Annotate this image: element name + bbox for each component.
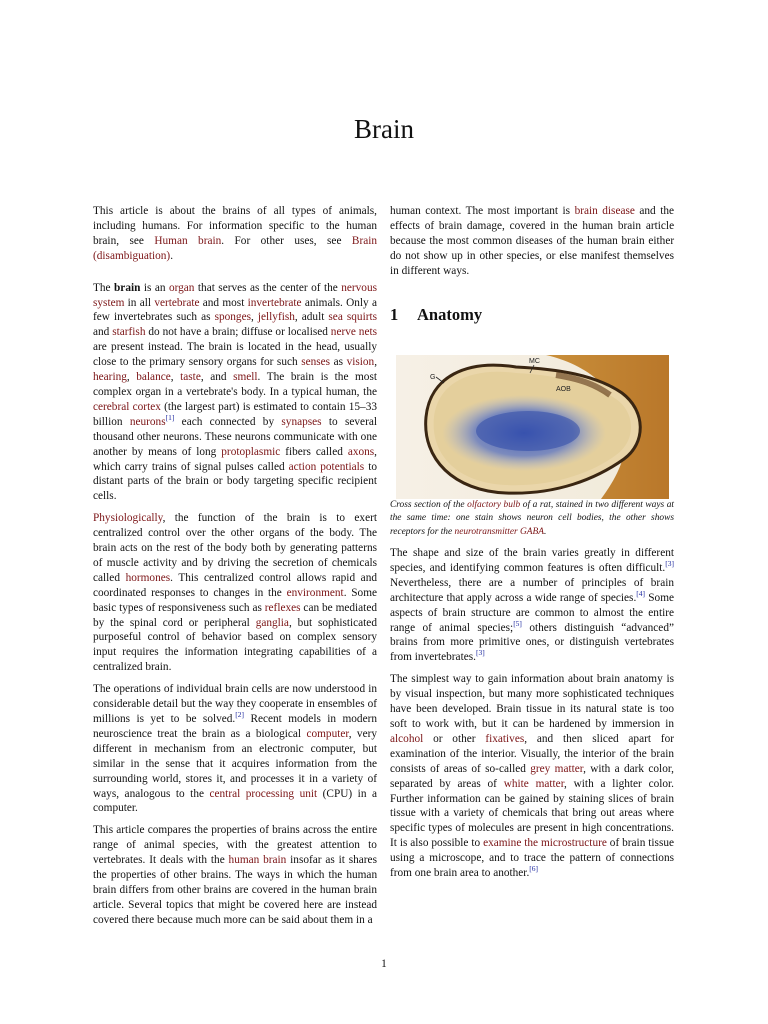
link-senses[interactable]: senses [301, 356, 331, 369]
paragraph-text: with [186, 854, 208, 867]
paragraph-text: human [582, 219, 614, 232]
scope-paragraph-continued [390, 204, 674, 279]
paragraph-text: of [160, 869, 170, 882]
paragraph-text: deals [159, 854, 184, 867]
paragraph-text: range [93, 839, 119, 852]
paragraph-text: covered [251, 883, 288, 896]
link-white-matter[interactable]: white matter [503, 777, 565, 790]
paragraph-text: The [465, 205, 484, 217]
left-column [93, 204, 377, 935]
paragraph-text: in [390, 264, 399, 277]
label-aob: AOB [555, 385, 571, 393]
paragraph-text: from [152, 883, 174, 896]
paragraph-text: brain [353, 883, 378, 896]
link-invertebrate[interactable]: invertebrate [247, 296, 302, 309]
paragraph-text: in [355, 913, 365, 926]
label-g: G [429, 373, 435, 381]
paragraph-text: a [367, 913, 373, 926]
paragraph-text: brains. [200, 869, 232, 882]
link-neurons[interactable]: neurons [129, 415, 166, 428]
paragraph-text: be [268, 913, 279, 926]
reference-2[interactable]: [2] [235, 710, 245, 720]
paragraph-text: differs [119, 883, 149, 896]
link-olfactory-bulb[interactable]: olfactory bulb [467, 499, 521, 510]
paragraph-text: , [170, 371, 181, 384]
link-taste[interactable]: taste [180, 371, 201, 384]
paragraph-text: other [177, 883, 201, 896]
paragraph-text: the [254, 839, 269, 852]
shape-size-paragraph [390, 546, 674, 665]
caption-text: of a rat, stained in two different ways at the same time: one stain shows neuron cell bodies, the other shows receptors for the [390, 499, 675, 537]
paragraph-text: as [325, 854, 335, 867]
scope-paragraph [93, 823, 377, 927]
paragraph-text: of [556, 234, 566, 247]
paragraph-text: article [116, 824, 145, 837]
paragraph-text: across [302, 824, 332, 837]
paragraph-text: animal [143, 839, 175, 852]
paragraph-text: ways [256, 869, 280, 882]
hatnote-text: This article is about the brains of all types of animals, including humans. For information specific to the human brain, see [93, 205, 377, 247]
section-heading [390, 305, 674, 325]
paragraph-text: (CPU) in a computer. [93, 787, 377, 815]
link-organ[interactable]: organ [168, 281, 195, 294]
hatnote-text: . For other uses, see [221, 234, 352, 247]
page-number: 1 [381, 958, 387, 970]
paragraph-text: brain [621, 234, 645, 247]
bold-term-brain: brain [114, 281, 141, 294]
link-environment[interactable]: environment [286, 586, 344, 599]
label-mc: MC [528, 357, 540, 365]
paragraph-text: or other [423, 732, 486, 745]
intro-paragraph [93, 281, 377, 505]
paragraph-text: of brain tissue using a microscope, and to trace the pattern of connections from one brain area to another. [390, 837, 675, 880]
reference-4[interactable]: [4] [636, 588, 646, 598]
function-paragraph [93, 511, 377, 675]
paragraph-text: up [451, 249, 463, 262]
paragraph-text: either [648, 234, 675, 247]
paragraph-text: the [660, 205, 674, 217]
paragraph-text: covered [509, 219, 546, 232]
paragraph-text: because [156, 913, 193, 926]
paragraph-text: , [250, 311, 258, 324]
paragraph-text: show [423, 249, 448, 262]
paragraph-text: brains [203, 883, 232, 896]
link-neurotransmitter-gaba[interactable]: neurotransmitter GABA [454, 526, 544, 537]
link-hormones[interactable]: hormones [125, 571, 171, 584]
paragraph-text: of [424, 219, 435, 232]
paragraph-text [360, 839, 368, 851]
paragraph-text: attention [320, 839, 360, 852]
link-synapses[interactable]: synapses [281, 415, 322, 428]
link-grey-matter[interactable]: grey matter [530, 762, 584, 775]
paragraph-text: manifest [580, 249, 620, 262]
paragraph-text: The operations of individual brain cells are now understood in considerable detail but the way they cooperate in ensembles of millions is yet to be solved. [93, 683, 377, 725]
paragraph-text: instead [345, 898, 378, 911]
paragraph-text: human [390, 205, 421, 217]
section-anatomy [390, 305, 674, 881]
link-vertebrate[interactable]: vertebrate [154, 296, 200, 309]
paragraph-text: that [197, 898, 215, 911]
paragraph-text: are [327, 898, 341, 911]
paragraph-text [136, 839, 144, 851]
paragraph-text: important [514, 205, 559, 217]
paragraph-text: not [405, 249, 420, 262]
reference-3[interactable]: [3] [475, 648, 485, 658]
link-human-brain[interactable]: human brain [228, 854, 287, 867]
paragraph-text: properties [211, 824, 257, 837]
paragraph-text: themselves [623, 249, 674, 262]
paragraph-text: vertebrates. [93, 854, 146, 867]
paragraph-text: each connected by [174, 415, 282, 428]
paragraph-text: human [319, 883, 351, 896]
link-vision[interactable]: vision [346, 356, 375, 369]
hatnote [93, 204, 377, 264]
reference-5[interactable]: [5] [513, 618, 522, 628]
paragraph-text: insofar [290, 854, 322, 867]
link-protoplasmic[interactable]: protoplasmic [221, 445, 281, 458]
reference-1[interactable]: [1] [165, 413, 175, 423]
paragraph-text: The simplest way to gain information about brain anatomy is by visual inspection, but many more sophisticated techniques have been developed. Brain tissue in its natural state is too soft to work with, but it can be hardened by immersion in [390, 673, 674, 730]
paragraph-text: , very different in mechanism from an electronic computer, but similar in the sense that it acquires information from the surrounding world, stores it, and processes it in a variety of ways, analogous to the [93, 727, 377, 800]
paragraph-text: The shape and size of the brain varies greatly in different species, and identifying common features is often difficult. [390, 547, 674, 574]
paragraph-text: the [563, 219, 578, 232]
link-reflexes[interactable]: reflexes [264, 601, 301, 614]
paragraph-text: , but sophisticated purposeful control of behavior based on complex sensory input requires the information integrating capabilities of a centralized brain. [93, 616, 377, 674]
paragraph-text: is an [140, 281, 169, 294]
paragraph-text: Nevertheless, there are a number of principles of brain architecture that apply across a wide range of species. [390, 576, 674, 604]
paragraph-text: because [390, 234, 426, 247]
link-smell[interactable]: smell [233, 371, 258, 384]
paragraph-text: are present instead. The brain is located in the head, usually close to the primary sensory organs for such [93, 341, 377, 369]
paragraph-text: is [562, 205, 571, 217]
paragraph-text: as [330, 356, 347, 369]
paragraph-text: the [302, 883, 317, 896]
paragraph-text: , and [200, 371, 234, 384]
section-number: 1 [390, 304, 399, 324]
paragraph-text: diseases [515, 234, 553, 247]
paragraph-text: the [334, 824, 349, 837]
paragraph-text [175, 839, 183, 851]
link-nervous-system[interactable]: nervous system [93, 281, 378, 309]
paragraph-text: and [93, 326, 113, 339]
paragraph-text: do [390, 249, 402, 262]
paragraph-text: about [302, 913, 328, 926]
paragraph-text: context. [425, 205, 462, 217]
paragraph-text: greatest [277, 839, 313, 852]
paragraph-text: can [249, 913, 266, 926]
paragraph-text: of [126, 839, 136, 852]
paragraph-text: the [210, 854, 225, 867]
paragraph-text: The [93, 281, 115, 294]
link-nerve-nets[interactable]: nerve nets [330, 326, 377, 339]
page-title: Brain [354, 114, 414, 144]
paragraph-text: article [645, 219, 675, 232]
link-sea-squirts[interactable]: sea squirts [328, 311, 378, 324]
paragraph-text: to several thousand other neurons. These neurons communicate with one another by means of long [93, 415, 377, 458]
paragraph-text: in all [124, 296, 155, 309]
paragraph-text: the [328, 869, 343, 882]
paragraph-text: other [173, 869, 197, 882]
link-jellyfish[interactable]: jellyfish [257, 311, 295, 324]
paragraph-text: . The brain is the most complex organ in a vertebrate's body. In a typical human, the [93, 371, 377, 398]
core-stain [476, 411, 580, 451]
link-hearing[interactable]: hearing [93, 371, 127, 384]
olfactory-bulb-image [396, 355, 669, 499]
paragraph-text: effects [390, 219, 420, 232]
link-brain-disease[interactable]: brain disease [574, 205, 635, 217]
link-action-potentials[interactable]: action potentials [288, 460, 365, 473]
paragraph-text: the [569, 234, 584, 247]
hatnote-text: . [170, 249, 174, 262]
paragraph-text: Several [128, 898, 163, 911]
paragraph-text: brains [272, 824, 300, 837]
paragraph-text: shares [348, 854, 377, 867]
paragraph-text: most [487, 205, 510, 217]
paragraph-text: damage, [466, 219, 505, 232]
paragraph-text: brain [438, 219, 463, 232]
paragraph-text: there [131, 913, 155, 926]
paragraph-text: , with a dark color, separated by areas of [390, 762, 674, 790]
paragraph-text: species, [182, 839, 219, 852]
paragraph-text: fibers called [280, 445, 348, 458]
link-cerebral-cortex[interactable]: cerebral cortex [93, 400, 161, 413]
paragraph-text: which [296, 869, 325, 882]
paragraph-text: human [346, 869, 378, 882]
paragraph-text: to [368, 839, 377, 852]
paragraph-text: the [93, 869, 107, 882]
paragraph-text: might [218, 898, 245, 911]
paragraph-text: be [248, 898, 260, 911]
paragraph-text: here [303, 898, 323, 911]
paragraph-text: that serves as the center of the [194, 281, 342, 294]
link-fixatives[interactable]: fixatives [485, 732, 525, 745]
figure-caption [390, 499, 674, 540]
paragraph-text: properties [110, 869, 157, 882]
paragraph-text: brain [617, 219, 642, 232]
paragraph-text: , which carry trains of signal pulses called [93, 445, 377, 473]
paragraph-text: different [401, 264, 441, 277]
paragraph-text: in [283, 869, 293, 882]
paragraph-text [269, 839, 277, 851]
section-title: Anatomy [417, 304, 483, 324]
olfactory-bulb-figure [396, 355, 669, 499]
paragraph-text: brain [93, 883, 117, 896]
link-human-brain[interactable]: Human brain [154, 234, 222, 247]
link-examine-microstructure[interactable]: examine the microstructure [483, 837, 607, 850]
link-starfish[interactable]: starfish [112, 326, 146, 339]
link-axons[interactable]: axons [347, 445, 375, 458]
paragraph-text: entire [351, 824, 378, 837]
paragraph-text: , the function of the brain is to exert centralized control over the other organs of the body. The brain acts on the rest of the body both by generating patterns of muscle activity and by driving the secretion of chemicals called [93, 512, 377, 584]
paragraph-text: compares [147, 824, 191, 837]
paragraph-text [247, 839, 255, 851]
paragraph-text: of [259, 824, 269, 837]
paragraph-text: species, [506, 249, 543, 262]
paragraph-text: covered [263, 898, 300, 911]
paragraph-text: or [546, 249, 556, 262]
paragraph-text: This [93, 824, 114, 837]
paragraph-text: the [194, 824, 208, 837]
paragraph-text: It [149, 854, 157, 867]
link-alcohol[interactable]: alcohol [390, 732, 424, 745]
paragraph-text: , [126, 371, 137, 384]
paragraph-text: . Some basic types of responsiveness such as [93, 586, 378, 614]
paragraph-text: animals. Only a few invertebrates such as [93, 296, 377, 324]
paragraph-text: Some aspects of brain structure are common to almost the entire range of animal species; [390, 591, 675, 634]
paragraph-text: ways. [443, 264, 470, 277]
paragraph-text: much [195, 913, 221, 926]
paragraph-text: them [330, 913, 354, 926]
paragraph-text: in [466, 249, 476, 262]
paragraph-text: . This centralized control allows rapid and coordinated responses to changes in the [93, 571, 377, 599]
link-sponges[interactable]: sponges [214, 311, 251, 324]
paragraph-text: common [472, 234, 513, 247]
paragraph-text: others distinguish “advanced” brains from more primitive ones, or distinguish vertebrates from invertebrates. [390, 621, 674, 664]
paragraph-text: with [226, 839, 247, 852]
paragraph-text: else [559, 249, 577, 262]
paragraph-text: more [223, 913, 247, 926]
paragraph-text: it [338, 854, 345, 867]
paragraph-text: are [234, 883, 249, 896]
inspection-paragraph [390, 672, 674, 881]
link-ganglia[interactable]: ganglia [255, 616, 289, 629]
link-balance[interactable]: balance [136, 371, 171, 384]
paragraph-text: can be mediated by the spinal cord or peripheral [93, 601, 377, 629]
paragraph-text: , with a lighter color. Further information can be gained by staining slices of brain tissue with a variety of chemicals that bring out areas where specific types of molecules are present in high concentrations. It is also possible to [390, 777, 674, 850]
caption-text: . [544, 526, 547, 537]
paragraph-text: human [587, 234, 618, 247]
paragraph-text: , and then sliced apart for examination of the interior. Visually, the interior of the brain consists of areas of so-called [390, 732, 674, 775]
paragraph-text: to distant parts of the brain or body targeting specific recipient cells. [93, 460, 377, 503]
operations-paragraph [93, 682, 377, 816]
paragraph-text: and [639, 205, 656, 217]
paragraph-text: do not have a brain; diffuse or localised [145, 326, 331, 339]
paragraph-text: other [479, 249, 503, 262]
paragraph-text: topics [166, 898, 194, 911]
paragraph-text: in [290, 883, 300, 896]
link-brain-disambiguation[interactable]: Brain (disambiguation) [93, 234, 378, 262]
paragraph-text: in [550, 219, 559, 232]
paragraph-text: article. [93, 898, 125, 911]
reference-6[interactable]: [6] [529, 864, 539, 874]
paragraph-text: and most [199, 296, 248, 309]
paragraph-text: The [235, 869, 253, 882]
paragraph-text: covered [93, 913, 129, 926]
paragraph-text: , [374, 356, 378, 369]
paragraph-text: (the largest part) is estimated to contain 15–33 billion [93, 400, 377, 428]
paragraph-text: most [446, 234, 469, 247]
link-central-processing-unit[interactable]: central processing unit [209, 787, 318, 800]
paragraph-text: said [281, 913, 300, 926]
reference-3[interactable]: [3] [665, 559, 674, 569]
link-physiologically[interactable]: Physiologically [93, 512, 163, 525]
caption-text: Cross section of the [390, 499, 468, 510]
paragraph-text [218, 839, 226, 851]
right-column [390, 204, 674, 888]
link-computer[interactable]: computer [306, 727, 349, 740]
paragraph-text: Recent models in modern neuroscience treat the brain as a biological [93, 713, 378, 740]
paragraph-text: the [429, 234, 444, 247]
paragraph-text: , adult [294, 311, 329, 324]
